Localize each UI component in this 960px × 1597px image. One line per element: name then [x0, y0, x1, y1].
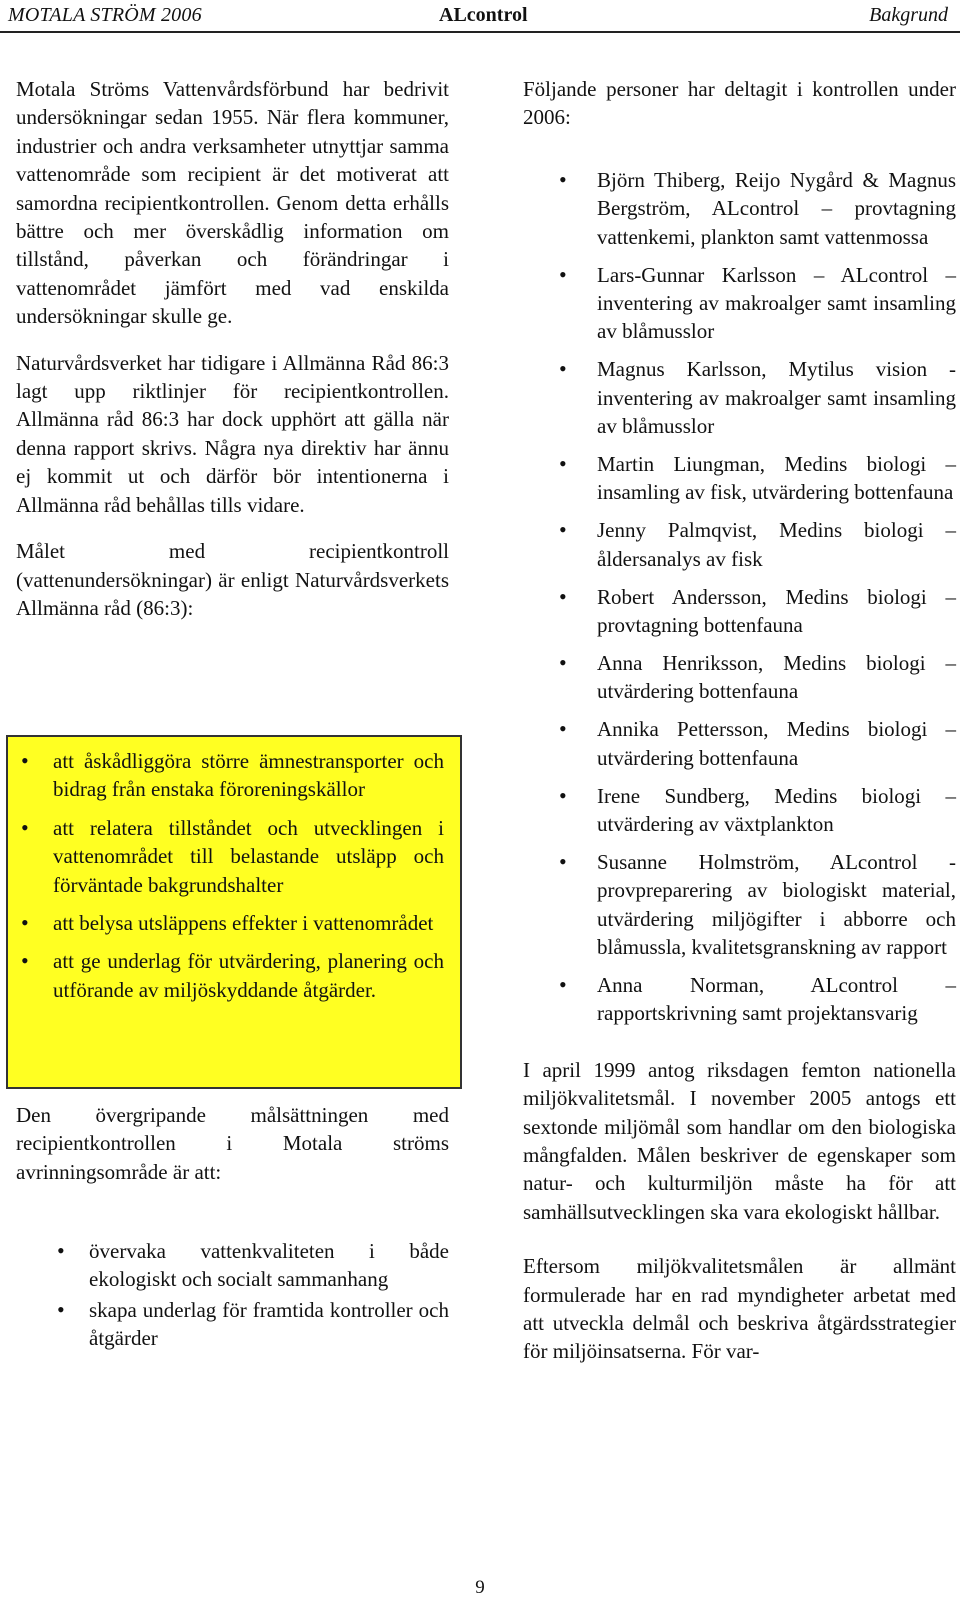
paragraph-background: Motala Ströms Vattenvårdsförbund har bedrivit undersökningar sedan 1955. När flera kommuner, industrier och andra verksamheter utnyttjar samma vattenområde som recipient är det motiverat att samordna recipientkontrollen. Genom detta erhålls bättre och mer överskådlig information om tillstånd, påverkan och förändringar i vattenområdet jämfört med vad enskilda undersökningar skulle ge.: [16, 77, 449, 329]
paragraph-sub-goals: Eftersom miljökvalitetsmålen är allmänt formulerade har en rad myndigheter arbetat med att utveckla delmål och beskriva åtgärdsstrategier för miljöinsatserna. För var-: [523, 1254, 956, 1364]
list-item: • Björn Thiberg, Reijo Nygård & Magnus Bergström, ALcontrol – provtagning vattenkemi, plankton samt vattenmossa: [597, 166, 956, 251]
list-item: • att belysa utsläppens effekter i vattenområdet: [53, 909, 444, 937]
list-item: • Anna Henriksson, Medins biologi – utvärdering bottenfauna: [597, 649, 956, 706]
paragraph-participants-intro: Följande personer har deltagit i kontrollen under 2006:: [523, 77, 956, 130]
list-item: • skapa underlag för framtida kontroller och åtgärder: [89, 1296, 449, 1353]
list-item: • Magnus Karlsson, Mytilus vision - inventering av makroalger samt insamling av blåmusslor: [597, 355, 956, 440]
paragraph-aims-intro: Målet med recipientkontroll (vattenundersökningar) är enligt Naturvårdsverkets Allmänna råd (86:3):: [16, 539, 449, 620]
goals-list: [89, 1237, 449, 1355]
list-item: • Susanne Holmström, ALcontrol - provpreparering av biologiskt material, utvärdering miljögifter i abborre och blåmussla, kvalitetsgranskning av rapport: [597, 848, 956, 962]
list-item: • Jenny Palmqvist, Medins biologi – åldersanalys av fisk: [597, 516, 956, 573]
paragraph-guidelines: Naturvårdsverket har tidigare i Allmänna Råd 86:3 lagt upp riktlinjer för recipientkontrollen. Allmänna råd 86:3 har dock upphört att gälla när denna rapport skrivs. Några nya direktiv har ännu ej kommit ut och därför bör intentionerna i Allmänna råd behållas tills vidare.: [16, 350, 449, 517]
header-company: ALcontrol: [439, 4, 528, 26]
list-item: • att ge underlag för utvärdering, planering och utförande av miljöskyddande åtgärder.: [53, 947, 444, 1004]
aims-highlight-box: [6, 735, 462, 1089]
list-item: • Martin Liungman, Medins biologi – insamling av fisk, utvärdering bottenfauna: [597, 450, 956, 507]
page-number: 9: [475, 1577, 485, 1597]
list-item: • att åskådliggöra större ämnestransporter och bidrag från enstaka föroreningskällor: [53, 747, 444, 804]
right-column: [523, 75, 956, 1366]
list-item: • Anna Norman, ALcontrol – rapportskrivning samt projektansvarig: [597, 971, 956, 1028]
page-header: [0, 0, 960, 30]
left-column-lower: [16, 1101, 449, 1186]
list-item: • Annika Pettersson, Medins biologi –utvärdering bottenfauna: [597, 715, 956, 772]
aims-list: [8, 737, 460, 1004]
paragraph-environmental-goals: I april 1999 antog riksdagen femton nationella miljökvalitetsmål. I november 2005 antogs ett sextonde miljömål som handlar om den biologiska mångfalden. Målen beskriver de egenskaper som natur- och kulturmiljön måste ha för att samhällsutvecklingen ska vara ekologiskt hållbar.: [523, 1057, 956, 1224]
header-report-title: MOTALA STRÖM 2006: [8, 4, 202, 26]
list-item: • att relatera tillståndet och utvecklingen i vattenområdet till belastande utsläpp och förväntade bakgrundshalter: [53, 814, 444, 899]
list-item: • Irene Sundberg, Medins biologi – utvärdering av växtplankton: [597, 782, 956, 839]
list-item: • övervaka vattenkvaliteten i både ekologiskt och socialt sammanhang: [89, 1237, 449, 1294]
header-divider: [0, 31, 960, 33]
header-section: Bakgrund: [869, 4, 948, 26]
participants-list: [523, 166, 956, 1028]
paragraph-goal-intro: Den övergripande målsättningen med recipientkontrollen i Motala ströms avrinningsområde är att:: [16, 1103, 449, 1184]
list-item: • Robert Andersson, Medins biologi – provtagning bottenfauna: [597, 583, 956, 640]
list-item: • Lars-Gunnar Karlsson – ALcontrol – inventering av makroalger samt insamling av blåmusslor: [597, 261, 956, 346]
left-column: [16, 75, 449, 622]
